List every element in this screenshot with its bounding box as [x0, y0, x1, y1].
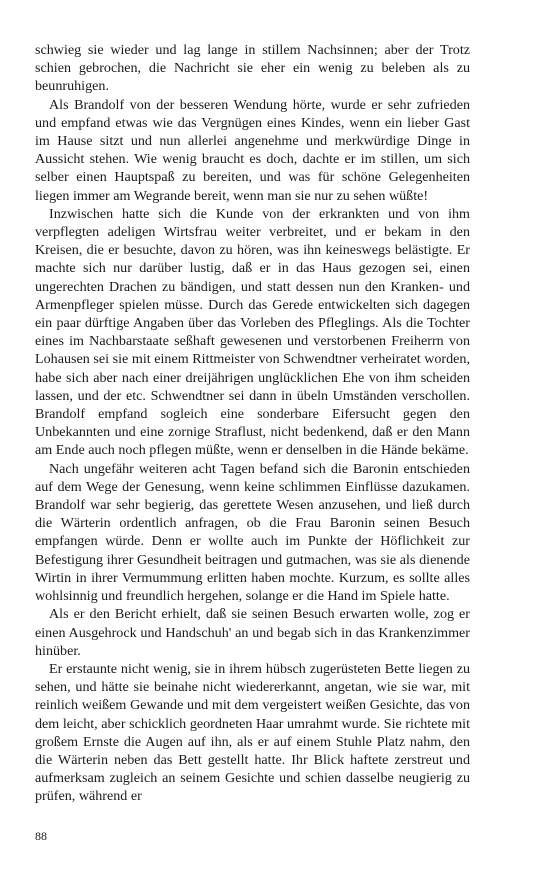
page-number: 88 [35, 829, 47, 843]
paragraph: Nach ungefähr weiteren acht Tagen befand sich die Baronin entschieden auf dem Wege der Genesung, wenn keine schlimmen Einflüsse dazukamen. Brandolf war sehr begierig, das gerettete Wesen anzusehen, und ließ durch die Wärterin ordentlich anfragen, ob die Frau Baronin seinen Besuch empfangen würde. Denn er wollte auch im Punkte der Höflichkeit zur Befestigung ihrer Gesundheit beitragen und gutmachen, was sie als dienende Wirtin in ihrer Vermummung erlitten haben mochte. Kurzum, es sollte alles wohlsinnig und freundlich hergehen, solange er die Hand im Spiele hatte. [35, 460, 470, 605]
paragraph: Er erstaunte nicht wenig, sie in ihrem hübsch zugerüsteten Bette liegen zu sehen, und hätte sie beinahe nicht wiedererkannt, angetan, wie sie war, mit reinlich weißem Gewande und mit dem vergeistert weißen Gesichte, das von dem leicht, aber schicklich geordneten Haar umrahmt wurde. Sie richtete mit großem Ernste die Augen auf ihn, als er auf einem Stuhle Platz nahm, den die Wärterin neben das Bett gestellt hatte. Ihr Blick haftete zerstreut und aufmerksam zugleich an seinem Gesichte und schien dasselbe neugierig zu prüfen, während er [35, 660, 470, 805]
paragraph: Als Brandolf von der besseren Wendung hörte, wurde er sehr zufrieden und empfand etwas wie das Vergnügen eines Kindes, wenn ein lieber Gast im Hause sitzt und nun allerlei angenehme und merkwürdige Dinge in Aussicht stehen. Wie wenig braucht es doch, dachte er im stillen, um sich selber einen Hauptspaß zu bereiten, und was für schöne Gelegenheiten liegen immer am Wegrande bereit, wenn man sie nur zu sehen wüßte! [35, 96, 470, 204]
paragraph-continued: schwieg sie wieder und lag lange in stillem Nachsinnen; aber der Trotz schien gebrochen, die Nachricht sie eher ein wenig zu beleben als zu beunruhigen. [35, 42, 470, 95]
paragraph: Als er den Bericht erhielt, daß sie seinen Besuch erwarten wolle, zog er einen Ausgehrock und Handschuh' an und begab sich in das Krankenzimmer hinüber. [35, 606, 470, 659]
paragraph: Inzwischen hatte sich die Kunde von der erkrankten und von ihm verpflegten adeligen Wirtsfrau weiter verbreitet, und er bekam in den Kreisen, die er besuchte, davon zu hören, was ihn keineswegs belästigte. Er machte sich nur darüber lustig, daß er in das Haus gezogen sei, einen ungerechten Drachen zu bändigen, und statt dessen nun den Kranken- und Armenpfleger spielen müsse. Durch das Gerede entwickelten sich dagegen ein paar dürftige Angaben über das Vorleben des Pfleglings. Als die Tochter eines im Nachbarstaate seßhaft gewesenen und verstorbenen Freiherrn von Lohausen sei sie mit einem Rittmeister von Schwendtner verheiratet worden, habe sich aber nach einer dreijährigen unglücklichen Ehe von ihm scheiden lassen, und der etc. Schwendtner sei dann in übeln Umständen verschollen. Brandolf empfand sogleich eine sonderbare Eifersucht gegen den Unbekannten und eine zornige Straflust, nicht bedenkend, daß er den Mann am Ende auch noch pflegen müßte, wenn er denselben in die Hände bekäme. [35, 205, 470, 459]
body-text [35, 41, 470, 806]
